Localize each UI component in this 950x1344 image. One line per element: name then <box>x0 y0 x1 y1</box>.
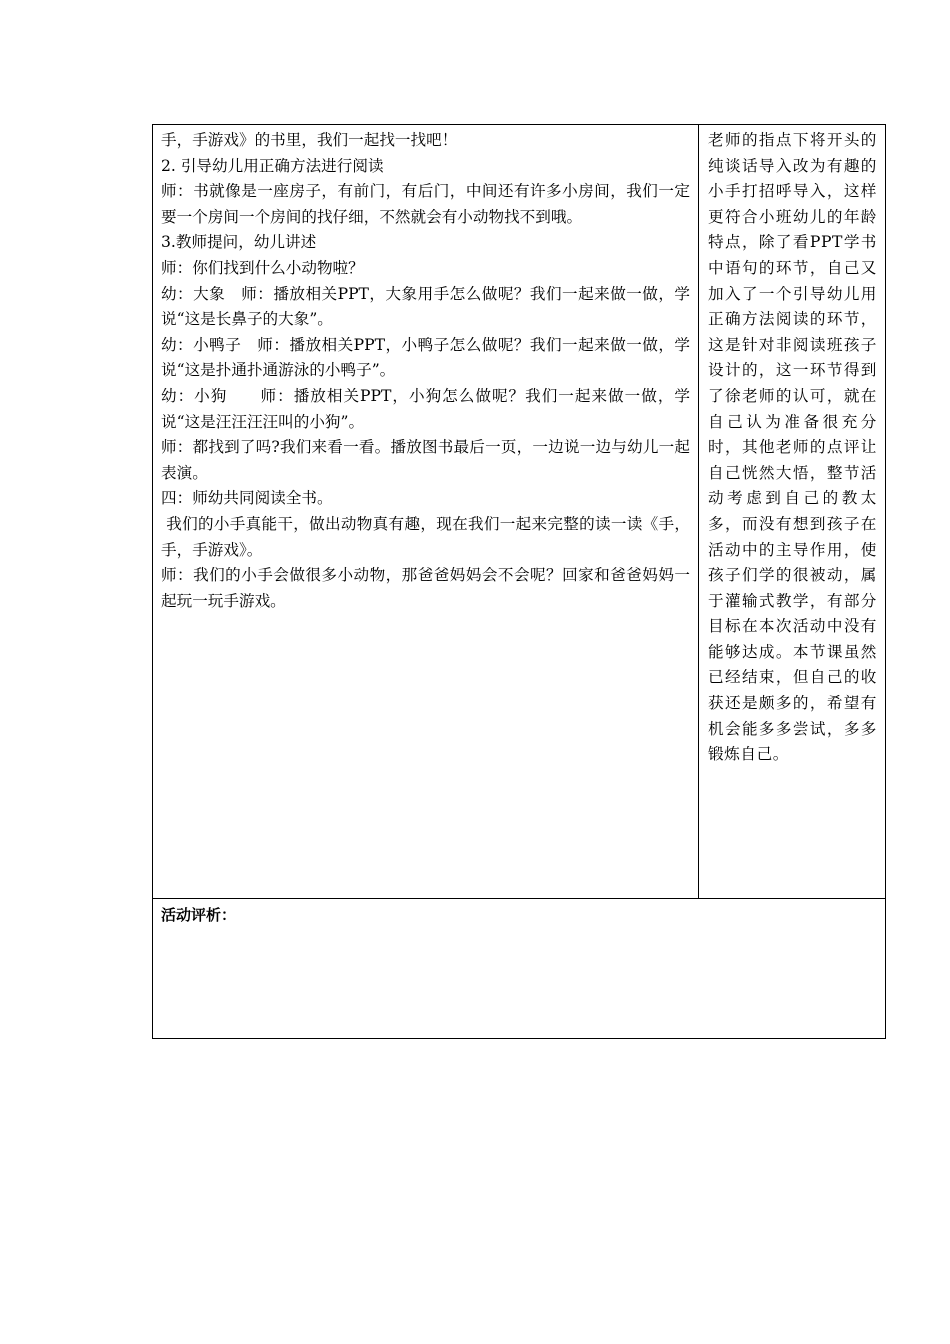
process-paragraph: 师：书就像是一座房子，有前门，有后门，中间还有许多小房间，我们一定要一个房间一个房间的找仔细，不然就会有小动物找不到哦。 <box>161 182 690 226</box>
process-paragraph: 我们的小手真能干，做出动物真有趣，现在我们一起来完整的读一读《手，手，手游戏》。 <box>161 514 690 559</box>
process-paragraph: 师：我们的小手会做很多小动物，那爸爸妈妈会不会呢？回家和爸爸妈妈一起玩一玩手游戏。 <box>161 566 690 610</box>
process-paragraph: 幼：小狗 师：播放相关PPT，小狗怎么做呢？我们一起来做一做，学说“这是汪汪汪汪叫的小狗”。 <box>161 386 690 431</box>
process-paragraph: 师：你们找到什么小动物啦？ <box>161 258 364 277</box>
process-paragraph: 师：都找到了吗?我们来看一看。播放图书最后一页，一边说一边与幼儿一起表演。 <box>161 438 690 482</box>
process-paragraph: 幼：小鸭子 师：播放相关PPT，小鸭子怎么做呢？我们一起来做一做，学说“这是扑通扑通游泳的小鸭子”。 <box>161 335 690 380</box>
process-paragraph: 2. 引导幼儿用正确方法进行阅读 <box>161 156 384 175</box>
analysis-label: 活动评析： <box>161 906 237 924</box>
process-paragraph: 幼：大象 师：播放相关PPT，大象用手怎么做呢？我们一起来做一做，学说“这是长鼻子的大象”。 <box>161 284 690 329</box>
activity-analysis-row <box>153 899 885 1038</box>
lesson-content-row <box>153 125 885 899</box>
reflection-cell <box>699 125 885 898</box>
process-paragraph: 手，手游戏》的书里，我们一起找一找吧！ <box>161 131 458 149</box>
process-paragraph: 3.教师提问，幼儿讲述 <box>161 233 317 252</box>
lesson-table <box>152 124 886 1039</box>
reflection-text: 老师的指点下将开头的纯谈话导入改为有趣的小手打招呼导入，这样更符合小班幼儿的年龄特点，除了看PPT学书中语句的环节，自己又加入了一个引导幼儿用正确方法阅读的环节，这是针对非阅读班孩子设计的，这一环节得到了徐老师的认可，就在自己认为准备很充分时，其他老师的点评让自己恍然大悟，整节活动考虑到自己的教太多，而没有想到孩子在活动中的主导作用，使孩子们学的很被动，属于灌输式教学，有部分目标在本次活动中没有能够达成。本节课虽然已经结束，但自己的收获还是颇多的，希望有机会能多多尝试，多多锻炼自己。 <box>708 131 877 764</box>
process-paragraph: 四：师幼共同阅读全书。 <box>161 489 333 508</box>
activity-process-cell <box>153 125 699 898</box>
